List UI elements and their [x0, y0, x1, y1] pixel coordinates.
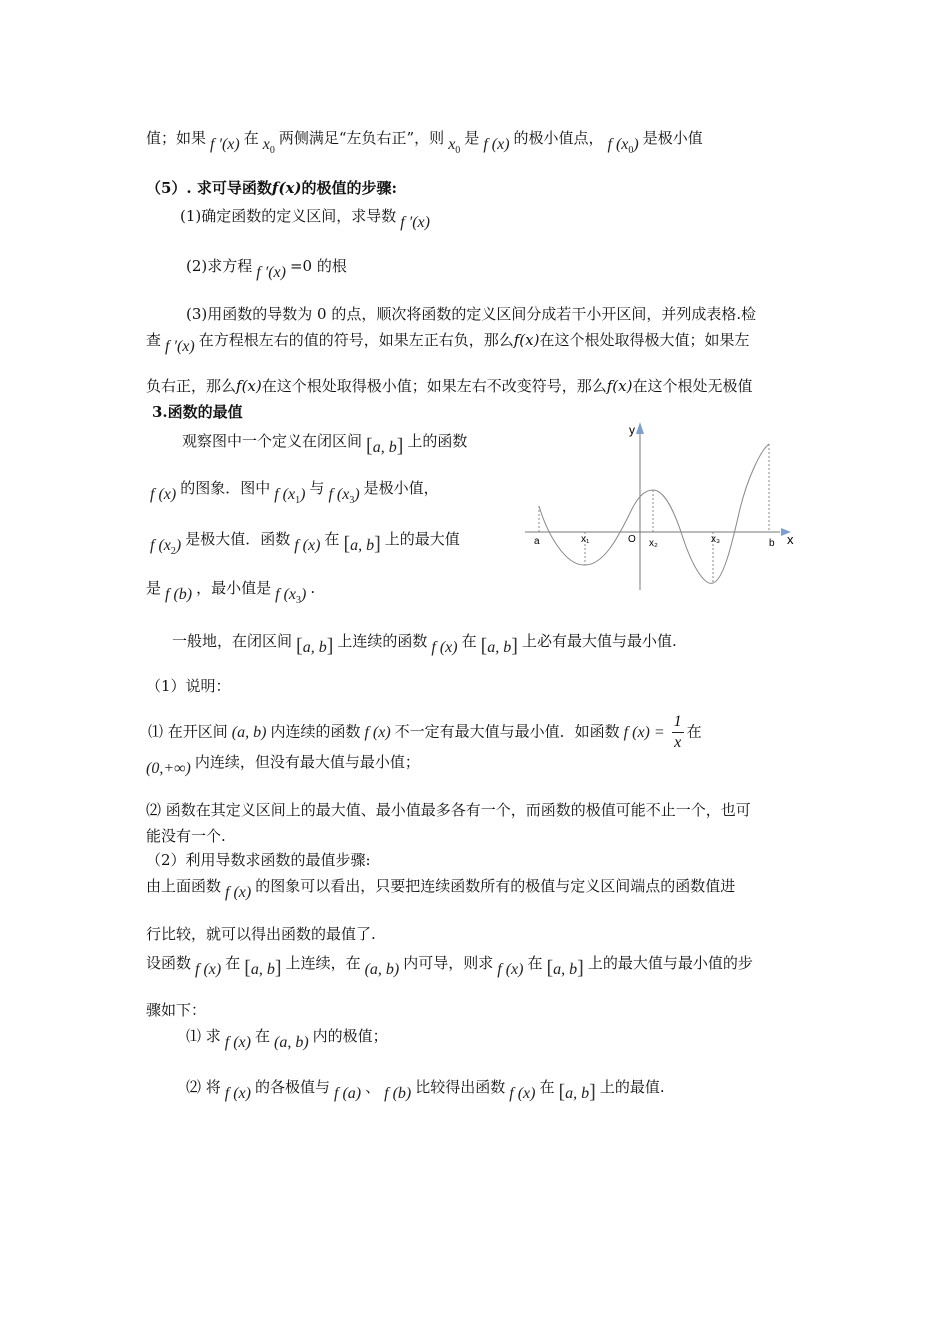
math-fprime: f ′(x): [256, 264, 286, 281]
general-statement: 一般地，在闭区间 [a, b] 上连续的函数 f (x) 在 [a, b] 上必有最大值与最小值.: [172, 632, 677, 657]
function-graph: [525, 418, 800, 593]
text: 是极小值: [642, 129, 703, 147]
minimum-definition-line: [146, 128, 703, 155]
math-fx: f (x): [224, 1034, 251, 1051]
label-a: a: [534, 536, 540, 547]
procedure-step-1: ⑴ 求 f (x) 在 (a, b) 内的极值；: [186, 1027, 388, 1051]
y-axis-arrow: [636, 422, 644, 434]
math-fx: f (x): [431, 639, 458, 656]
math-fx: f (x): [483, 136, 510, 153]
procedure-line-1: 设函数 f (x) 在 [a, b] 上连续，在 (a, b) 内可导，则求 f (x) 在 [a, b] 上的最大值与最小值的步: [146, 954, 753, 979]
math-open-interval: (a, b): [274, 1034, 309, 1051]
label-x: x: [787, 532, 794, 547]
math-open-interval: (a, b): [231, 723, 267, 741]
note-1-item-2-line-2: 能没有一个.: [146, 827, 226, 845]
math-fx: f (x): [497, 961, 524, 978]
math-fx: f (x): [195, 961, 222, 978]
procedure-step-2: ⑵ 将 f (x) 的各极值与 f (a) 、 f (b) 比较得出函数 f (x) 在 [a, b] 上的最值.: [186, 1078, 665, 1103]
math-fx1: f $(x_1)$: [274, 486, 306, 507]
math-fx: f (x): [224, 1085, 251, 1102]
note-1-item-2-line-1: ⑵ 函数在其定义区间上的最大值、最小值最多各有一个，而函数的极值可能不止一个，也可: [146, 801, 751, 819]
math-x0: $x_0$: [448, 136, 461, 157]
observe-line-1: 观察图中一个定义在闭区间 [a, b] 上的函数: [182, 432, 468, 457]
section-5-heading: （5）. 求可导函数f(x)的极值的步骤:: [146, 179, 398, 197]
step-3-line-1: (3)用函数的导数为 0 的点，顺次将函数的定义区间分成若干小开区间，并列成表格.检: [186, 305, 757, 323]
function-curve: [539, 444, 769, 583]
procedure-line-2: 骤如下：: [146, 1001, 207, 1019]
label-x2: x₂: [649, 538, 658, 549]
math-closed-interval: [a, b]: [296, 635, 334, 657]
label-x1: x₁: [581, 534, 590, 545]
text: 是: [464, 129, 480, 147]
math-closed-interval: [a, b]: [343, 533, 381, 555]
label-o: O: [628, 534, 636, 545]
text: 值；如果: [146, 129, 207, 147]
math-fb: f (b): [384, 1085, 412, 1102]
step-3-line-2: 查 f ′(x) 在方程根左右的值的符号，如果左正右负，那么f(x)在这个根处取得极大值；如果左: [146, 331, 750, 355]
step-1: (1)确定函数的定义区间，求导数 f ′(x): [180, 207, 430, 231]
math-fx: f (x): [225, 884, 252, 901]
note-1-heading: （1）说明：: [146, 677, 231, 695]
math-fx-eq: f (x) =: [623, 723, 665, 741]
note-1-item-1-line-2: (0,+∞) 内连续，但没有最大值与最小值；: [146, 753, 420, 777]
observe-line-3: f $(x_2)$ 是极大值．函数 f (x) 在 [a, b] 上的最大值: [150, 530, 460, 558]
label-x3: x₃: [711, 534, 721, 545]
math-fb: f (b): [165, 586, 193, 603]
math-closed-interval: [a, b]: [244, 957, 282, 979]
note-2-heading: （2）利用导数求函数的最值步骤:: [146, 851, 371, 869]
label-b: b: [769, 538, 775, 549]
math-fx2: f $(x_2)$: [150, 537, 182, 558]
note-1-item-1-line-1: ⑴ 在开区间 (a, b) 内连续的函数 f (x) 不一定有最大值与最小值．如函数 f (x) = $\frac{1}{x}$ 在: [148, 713, 702, 751]
fraction-one-over-x: $\frac{1}{x}$: [673, 713, 682, 751]
math-fx3: f $(x_3)$: [275, 586, 307, 607]
step-3-line-3: 负右正，那么f(x)在这个根处取得极小值；如果左右不改变符号，那么f(x)在这个根处无极值: [146, 377, 753, 395]
math-open-interval: (a, b): [364, 961, 400, 978]
math-fx: f (x): [294, 537, 321, 554]
math-closed-interval: [a, b]: [558, 1081, 596, 1103]
math-closed-interval: [a, b]: [546, 957, 584, 979]
math-fprime: f ′(x): [400, 214, 430, 231]
math-zero-infinity: (0,+∞): [146, 760, 191, 777]
text: 两侧满足“左负右正”，则: [278, 129, 445, 147]
math-fx: f (x): [509, 1085, 536, 1102]
math-fprime: f ′(x): [165, 338, 195, 355]
text: 在: [243, 129, 259, 147]
math-fa: f (a): [334, 1085, 362, 1102]
math-closed-interval: [a, b]: [366, 435, 404, 457]
math-fx: f (x): [364, 723, 391, 741]
math-fx0: f $(x_0)$: [607, 136, 639, 157]
observe-line-4: 是 f (b) ，最小值是 f $(x_3)$ .: [146, 579, 316, 607]
math-fx: f (x): [150, 486, 177, 503]
math-x0: $x_0$: [262, 136, 275, 157]
label-y: y: [629, 423, 635, 437]
math-fprime: f ′(x): [210, 136, 240, 153]
text: 的极小值点，: [513, 129, 604, 147]
math-fx3: f $(x_3)$: [328, 486, 360, 507]
section-3-heading: 3.函数的最值: [152, 403, 243, 421]
observe-line-2: f (x) 的图象．图中 f $(x_1)$ 与 f $(x_3)$ 是极小值，: [150, 479, 439, 507]
step-2: (2)求方程 f ′(x) =0 的根: [186, 257, 347, 281]
note-2-line-2: 行比较，就可以得出函数的最值了.: [146, 925, 376, 943]
note-2-line-1: 由上面函数 f (x) 的图象可以看出，只要把连续函数所有的极值与定义区间端点的函数值进: [146, 877, 736, 901]
math-closed-interval: [a, b]: [480, 635, 518, 657]
